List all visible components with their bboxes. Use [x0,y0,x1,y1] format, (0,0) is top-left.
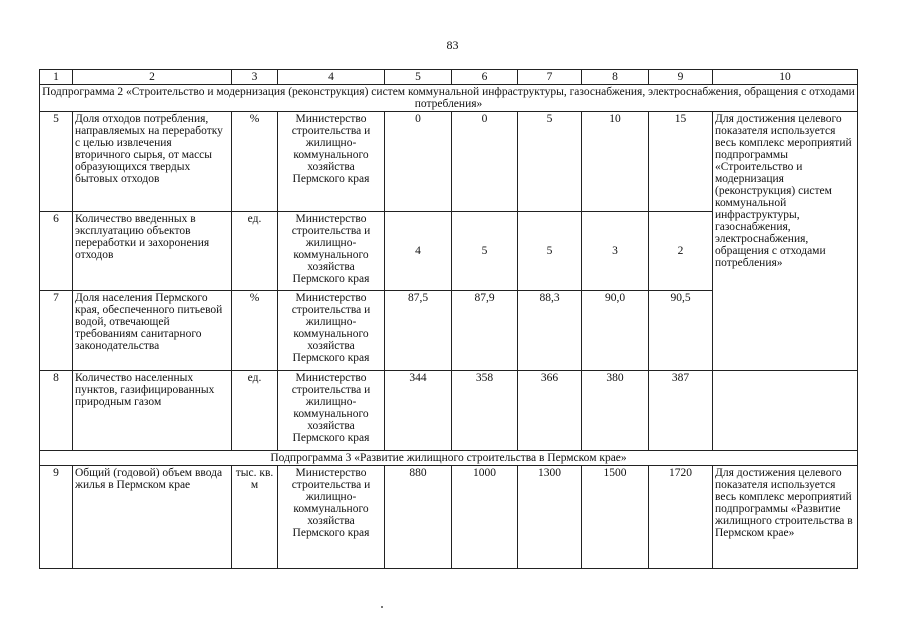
value-col7: 88,3 [518,291,582,371]
indicators-table [39,69,858,569]
value-col7: 366 [518,371,582,451]
subprogram2-title: Подпрограмма 2 «Строительство и модернизация (реконструкция) систем коммунальной инфраструктуры, газоснабжения, электроснабжения, обращения с отходами потребления» [40,85,858,112]
value-col5: 0 [385,112,452,212]
unit: ед. [232,371,278,451]
value-col8: 380 [582,371,649,451]
value-col9: 1720 [649,466,713,569]
value-col7: 5 [518,212,582,291]
row-number: 8 [40,371,73,451]
row-number: 7 [40,291,73,371]
unit: тыс. кв. м [232,466,278,569]
table-row [40,466,858,569]
value-col8: 1500 [582,466,649,569]
value-col6: 358 [452,371,518,451]
table-row [40,112,858,212]
value-col6: 87,9 [452,291,518,371]
row-number: 9 [40,466,73,569]
value-col6: 1000 [452,466,518,569]
indicator-name: Количество введенных в эксплуатацию объектов переработки и захоронения отходов [73,212,232,291]
value-col9: 2 [649,212,713,291]
value-col7: 5 [518,112,582,212]
indicator-name: Количество населенных пунктов, газифицированных природным газом [73,371,232,451]
value-col8: 3 [582,212,649,291]
indicator-name: Доля населения Пермского края, обеспеченного питьевой водой, отвечающей требованиям санитарного законодательства [73,291,232,371]
indicator-name: Общий (годовой) объем ввода жилья в Пермском крае [73,466,232,569]
row-number: 6 [40,212,73,291]
unit: % [232,112,278,212]
subprogram-row [40,85,858,112]
note-subprogram2: Для достижения целевого показателя используется весь комплекс мероприятий подпрограммы «Строительство и модернизация (реконструкция) систем коммунальной инфраструктуры, газоснабжения, электроснабжения, обращения с отходами потребления» [713,112,858,371]
header-cell: 1 [40,70,73,85]
row-number: 5 [40,112,73,212]
note-subprogram3: Для достижения целевого показателя используется весь комплекс мероприятий подпрограммы «Развитие жилищного строительства в Пермском крае» [713,466,858,569]
header-cell: 9 [649,70,713,85]
executor: Министерство строительства и жилищно-коммунального хозяйства Пермского края [278,212,385,291]
value-col5: 344 [385,371,452,451]
value-col7: 1300 [518,466,582,569]
page-number: 83 [446,38,459,52]
header-cell: 3 [232,70,278,85]
header-cell: 5 [385,70,452,85]
value-col5: 4 [385,212,452,291]
value-col9: 15 [649,112,713,212]
value-col6: 0 [452,112,518,212]
value-col9: 387 [649,371,713,451]
value-col8: 10 [582,112,649,212]
subprogram3-title: Подпрограмма 3 «Развитие жилищного строительства в Пермском крае» [40,451,858,466]
indicator-name: Доля отходов потребления, направляемых на переработку с целью извлечения вторичного сырья, от массы образующихся твердых бытовых отходов [73,112,232,212]
scan-speck [381,606,383,608]
table-row [40,371,858,451]
value-col8: 90,0 [582,291,649,371]
header-cell: 8 [582,70,649,85]
subprogram-row [40,451,858,466]
executor: Министерство строительства и жилищно-коммунального хозяйства Пермского края [278,291,385,371]
header-cell: 6 [452,70,518,85]
header-cell: 7 [518,70,582,85]
header-cell: 4 [278,70,385,85]
value-col5: 880 [385,466,452,569]
value-col5: 87,5 [385,291,452,371]
value-col9: 90,5 [649,291,713,371]
empty-note-cell [713,371,858,451]
header-cell: 2 [73,70,232,85]
header-cell: 10 [713,70,858,85]
executor: Министерство строительства и жилищно-коммунального хозяйства Пермского края [278,112,385,212]
header-row [40,70,858,85]
value-col6: 5 [452,212,518,291]
unit: % [232,291,278,371]
executor: Министерство строительства и жилищно-коммунального хозяйства Пермского края [278,466,385,569]
executor: Министерство строительства и жилищно-коммунального хозяйства Пермского края [278,371,385,451]
unit: ед. [232,212,278,291]
